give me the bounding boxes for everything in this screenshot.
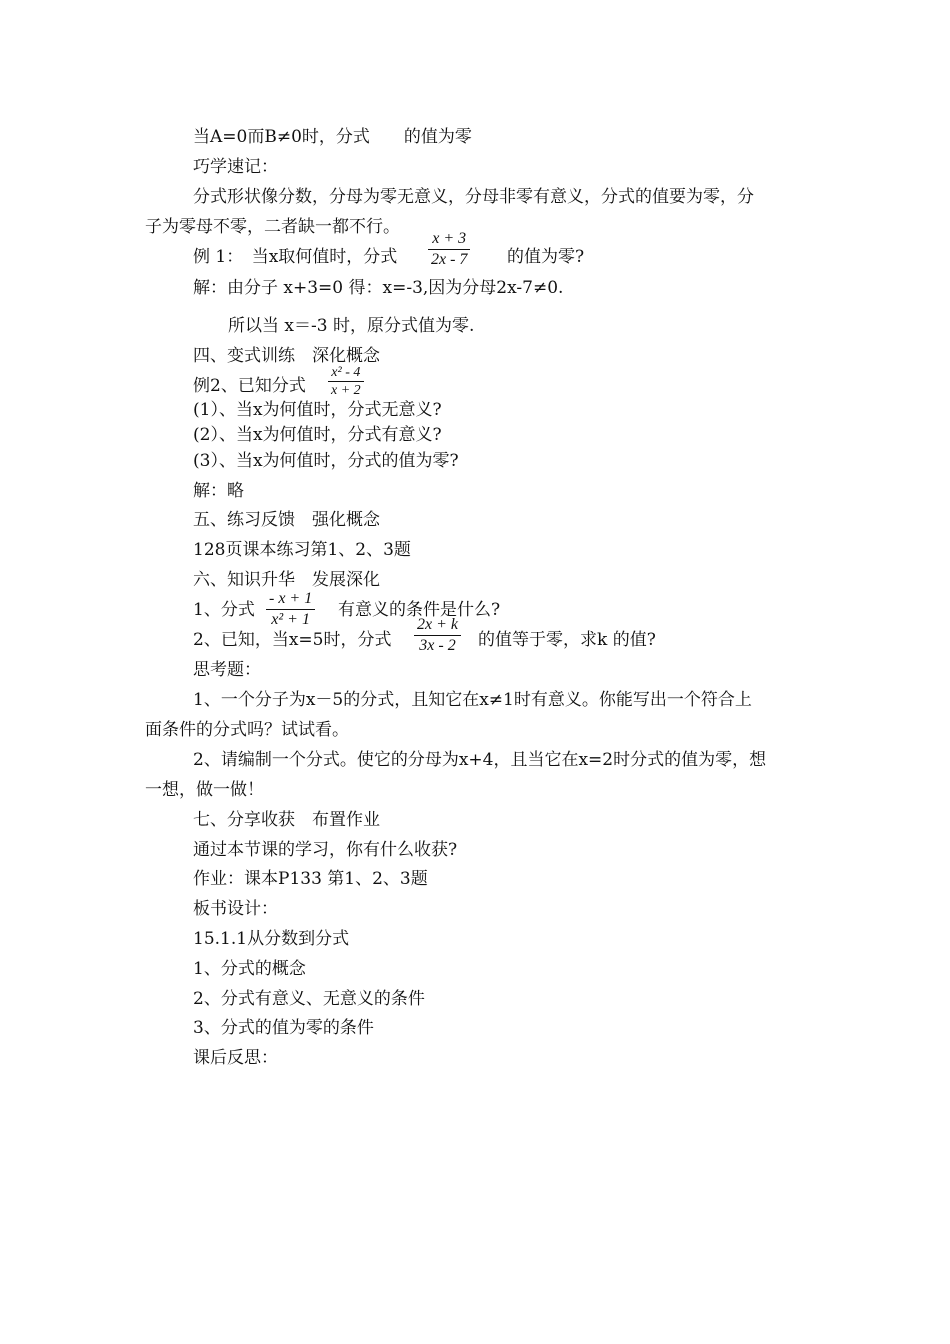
fraction-denominator: 3x - 2 bbox=[419, 637, 456, 654]
text-line: 例 1： 当x取何值时，分式 bbox=[193, 247, 398, 267]
fraction-bar bbox=[414, 635, 461, 636]
fraction-numerator: 2x + k bbox=[417, 616, 458, 633]
text-line: (1）、当x为何值时，分式无意义? bbox=[193, 400, 442, 420]
fraction-example-1 bbox=[428, 230, 470, 269]
text-line: 有意义的条件是什么? bbox=[338, 600, 501, 620]
text-line: 3、分式的值为零的条件 bbox=[193, 1018, 374, 1038]
fraction-example-2 bbox=[328, 365, 364, 398]
fraction-exercise-2 bbox=[414, 616, 461, 655]
text-line: 面条件的分式吗？试试看。 bbox=[145, 720, 349, 740]
fraction-bar bbox=[328, 381, 364, 382]
text-line: 解：由分子 x+3=0 得：x=-3,因为分母2x-7≠0. bbox=[193, 278, 564, 298]
text-line: 一想，做一做！ bbox=[145, 780, 264, 800]
text-line: 的值等于零，求k 的值? bbox=[478, 630, 656, 650]
text-line: (3）、当x为何值时，分式的值为零? bbox=[193, 451, 459, 471]
text-line: 巧学速记： bbox=[193, 157, 278, 177]
text-line: 1、分式 bbox=[193, 600, 255, 620]
text-line: 分式形状像分数，分母为零无意义，分母非零有意义，分式的值要为零，分 bbox=[193, 187, 754, 207]
fraction-numerator: - x + 1 bbox=[269, 590, 313, 607]
fraction-bar bbox=[266, 609, 315, 610]
fraction-denominator: 2x - 7 bbox=[431, 251, 468, 268]
fraction-numerator: x + 3 bbox=[432, 230, 467, 247]
fraction-exercise-1 bbox=[266, 590, 315, 629]
text-line: 思考题： bbox=[193, 660, 261, 680]
text-line: (2）、当x为何值时，分式有意义? bbox=[193, 425, 442, 445]
section-heading: 五、练习反馈 强化概念 bbox=[193, 510, 380, 530]
fraction-denominator: x² + 1 bbox=[271, 611, 310, 628]
text-line: 子为零母不零，二者缺一都不行。 bbox=[145, 217, 400, 237]
text-line: 2、分式有意义、无意义的条件 bbox=[193, 989, 425, 1009]
fraction-denominator: x + 2 bbox=[331, 383, 361, 398]
section-heading: 六、知识升华 发展深化 bbox=[193, 570, 380, 590]
text-line: 通过本节课的学习，你有什么收获? bbox=[193, 840, 458, 860]
text-line: 板书设计： bbox=[193, 899, 278, 919]
text-line: 1、一个分子为x－5的分式，且知它在x≠1时有意义。你能写出一个符合上 bbox=[193, 690, 752, 710]
text-line: 15.1.1从分数到分式 bbox=[193, 929, 350, 949]
text-line: 2、请编制一个分式。使它的分母为x+4，且当它在x=2时分式的值为零，想 bbox=[193, 750, 767, 770]
text-line: 例2、已知分式 bbox=[193, 376, 306, 396]
text-line: 作业：课本P133 第1、2、3题 bbox=[193, 869, 428, 889]
section-heading: 四、变式训练 深化概念 bbox=[193, 346, 380, 366]
text-line: 128页课本练习第1、2、3题 bbox=[193, 540, 411, 560]
fraction-numerator: x² - 4 bbox=[331, 365, 361, 380]
text-line: 课后反思： bbox=[193, 1048, 278, 1068]
text-line: 2、已知，当x=5时，分式 bbox=[193, 630, 392, 650]
text-line: 的值为零? bbox=[507, 247, 585, 267]
text-line: 1、分式的概念 bbox=[193, 959, 306, 979]
section-heading: 七、分享收获 布置作业 bbox=[193, 810, 380, 830]
text-line: 解：略 bbox=[193, 481, 244, 501]
fraction-bar bbox=[428, 249, 470, 250]
text-line: 当A=0而B≠0时，分式 的值为零 bbox=[193, 127, 472, 147]
text-line: 所以当 x＝-3 时，原分式值为零. bbox=[228, 316, 475, 336]
